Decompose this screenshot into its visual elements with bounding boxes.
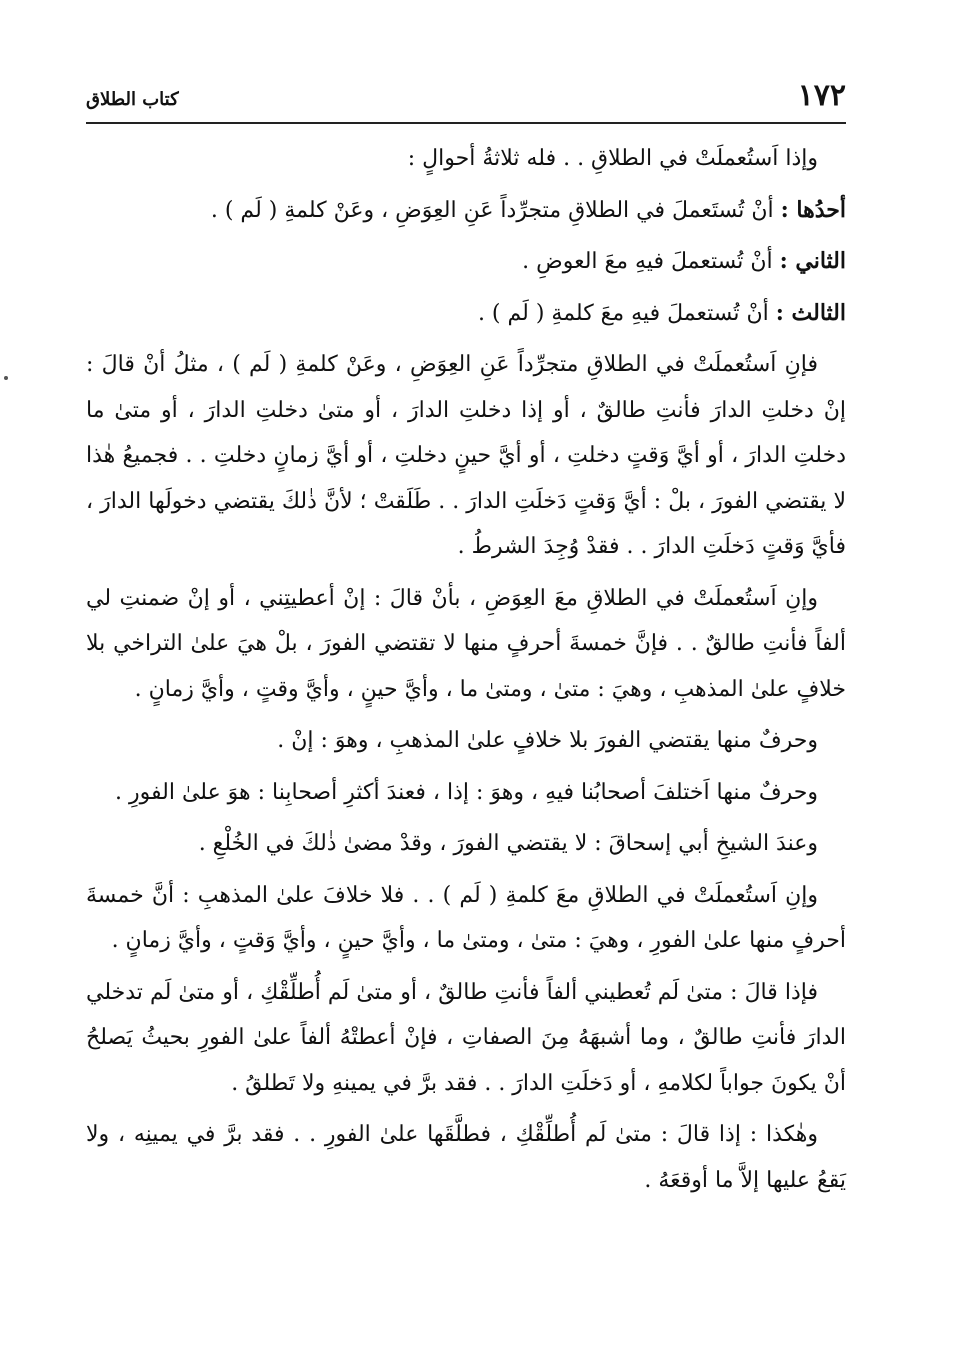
paragraph-in-letter — [86, 718, 846, 764]
paragraph-closing — [86, 1112, 846, 1203]
paragraph-text: أنْ تُستَعملَ في الطلاقِ متجرِّداً عَنِ العِوَضِ ، وعَنْ كلمةِ ( لَم ) . — [210, 197, 781, 223]
paragraph-without-compensation — [86, 342, 846, 570]
paragraph-lead: الثالث : — [775, 299, 846, 326]
paragraph-text: وحرفٌ منها اَختلفَ أصحابُنا فيهِ ، وهوَ : إذا ، فعندَ أكثرِ أصحابِنا : هوَ علىٰ الفورِ . — [115, 779, 818, 805]
paragraph-case-first — [86, 188, 846, 234]
paragraph-text: وإذا اَستُعملَتْ في الطلاقِ . . فله ثلاثةُ أحوالٍ : — [407, 146, 818, 171]
paragraph-example — [86, 970, 846, 1107]
paragraph-abu-ishaq — [86, 821, 846, 867]
paragraph-text: وعندَ الشيخِ أبي إسحاقَ : لا يقتضي الفورَ ، وقدْ مضىٰ ذٰلكَ في الخُلْعِ . — [198, 831, 818, 856]
paragraph-text: وإنِ اَستُعملَتْ في الطلاقِ معَ كلمةِ ( لَم ) . . فلا خلافَ علىٰ المذهبِ : أنَّ خمسةَ أحرفٍ منها علىٰ الفورِ ، وهيَ : متىٰ ، ومتىٰ ما ، وأيَّ حينٍ ، وأيَّ وَقتٍ ، وأيَّ زمانٍ . — [86, 882, 846, 953]
paragraph-text: فإنِ اَستُعملَتْ في الطلاقِ متجرِّداً عَنِ العِوَضِ ، وعَنْ كلمةِ ( لَم ) ، مثلُ أنْ قالَ : إنْ دخلتِ الدارَ فأنتِ طالقٌ ، أو إذا دخلتِ الدارَ ، أو متىٰ دخلتِ الدارَ ، أو متىٰ ما دخلتِ الدارَ ، أو أيَّ وَقتٍ دخلتِ ، أو أيَّ حينٍ دخلتِ ، أو أيَّ زمانٍ دخلتِ . . فجميعُ هٰذا لا يقتضي الفورَ ، بلْ : أيَّ وَقتٍ دَخلَتِ الدارَ . . طَلَقتْ ؛ لأنَّ ذٰلكَ يقتضي دخولَها الدارَ ، فأيَّ وَقتٍ دَخلَتِ الدارَ . . فقدْ وُجِدَ الشرطُ . — [86, 352, 846, 559]
paragraph-text: وهٰكذا : إذا قالَ : متىٰ لَم أُطلِّقْكِ ، فطلَّقَها علىٰ الفورِ . . فقد برَّ في يمينِه ، ولا يَقعُ عليها إلاَّ ما أوقعَهُ . — [86, 1122, 846, 1193]
page-header — [86, 78, 846, 118]
page-number: ١٧٢ — [797, 78, 846, 113]
paragraph-idha-letter — [86, 770, 846, 816]
paragraph-lead: الثاني : — [779, 248, 846, 274]
paragraph-text: فإذا قالَ : متىٰ لَم تُعطيني ألفاً فأنتِ طالقٌ ، أو متىٰ لَم أُطلِّقْكِ ، أو متىٰ لَم تدخلي الدارَ فأنتِ طالقٌ ، وما أشبهَهُ مِنَ الصفاتِ ، فإنْ أعطتْهُ ألفاً علىٰ الفورِ بحيثُ يَصلحُ أنْ يكونَ جواباً لكلامهِ ، أو دَخلَتِ الدارَ . . فقد برَّ في يمينهِ ولا تَطلقُ . — [86, 979, 846, 1096]
paragraph-text: وحرفٌ منها يقتضي الفورَ بلا خلافٍ علىٰ المذهبِ ، وهوَ : إنْ . — [277, 728, 818, 753]
paragraph-lead: أحدُها : — [780, 196, 846, 223]
margin-speck — [4, 376, 8, 380]
paragraph-case-third — [86, 291, 846, 337]
running-title: كتاب الطلاق — [86, 89, 179, 110]
paragraph-text: وإنِ اَستُعملَتْ في الطلاقِ معَ العِوَضِ ، بأنْ قالَ : إنْ أعطيتِني ، أو إنْ ضمنتِ لي ألفاً فأنتِ طالقٌ . . فإنَّ خمسةَ أحرفٍ منها لا تقتضي الفورَ ، بلْ هيَ علىٰ التراخي بلا خلافٍ علىٰ المذهبِ ، وهيَ : متىٰ ، ومتىٰ ما ، وأيَّ حينٍ ، وأيَّ وقتٍ ، وأيَّ زمانٍ . — [86, 585, 846, 702]
paragraph-with-compensation — [86, 576, 846, 713]
paragraph-case-second — [86, 239, 846, 285]
paragraph-text: أنْ تُستعملَ فيهِ معَ العوضِ . — [522, 249, 780, 274]
paragraph-with-lam — [86, 873, 846, 964]
header-rule — [86, 122, 846, 124]
paragraph-text: أنْ تُستعملَ فيهِ معَ كلمةِ ( لَم ) . — [477, 300, 776, 326]
body-text — [86, 136, 846, 1209]
paragraph-intro — [86, 136, 846, 182]
